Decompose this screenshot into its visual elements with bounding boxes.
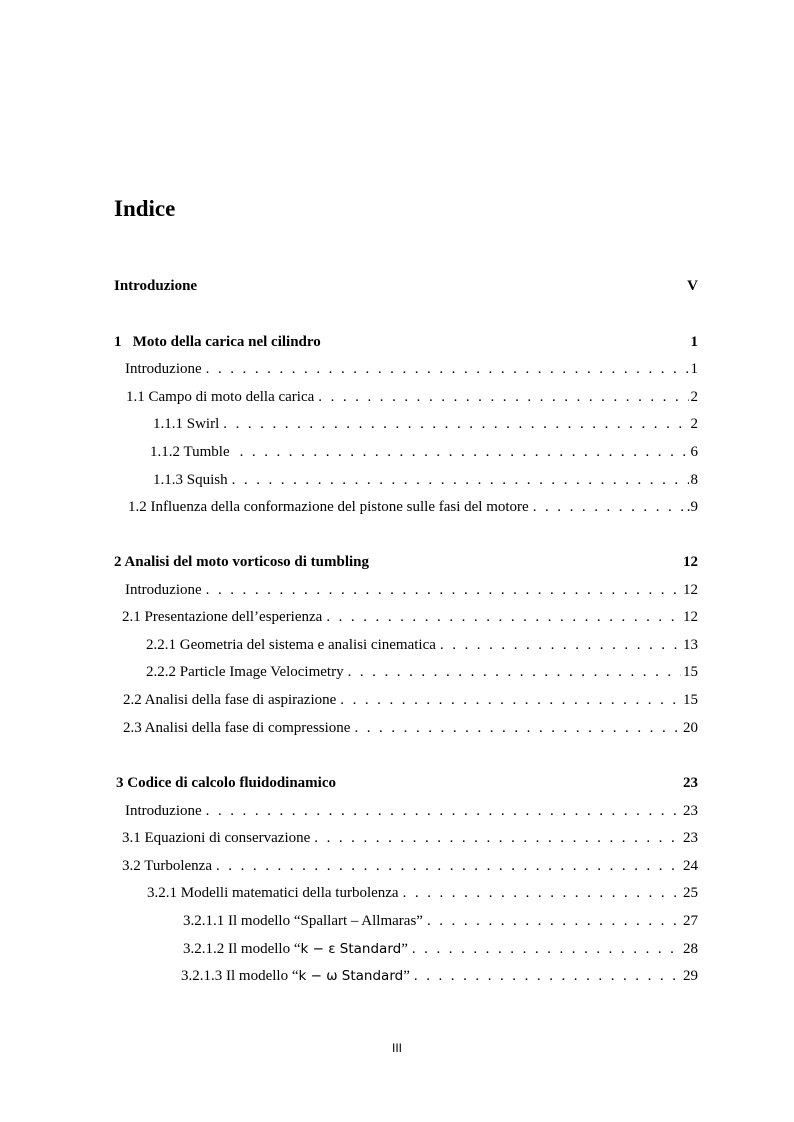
dot-leader bbox=[206, 361, 689, 378]
toc-page: 20 bbox=[683, 720, 698, 736]
toc-label: 1.2 Influenza della conformazione del pistone sulle fasi del motore bbox=[128, 499, 529, 515]
toc-label: 2.3 Analisi della fase di compressione bbox=[123, 720, 351, 736]
toc-page: 29 bbox=[683, 968, 698, 984]
toc-chapter-3[interactable] bbox=[116, 775, 698, 795]
toc-entry[interactable] bbox=[126, 389, 698, 409]
toc-page: 12 bbox=[683, 609, 698, 625]
toc-page: 15 bbox=[683, 692, 698, 708]
toc-label: 3.1 Equazioni di conservazione bbox=[122, 830, 311, 846]
dot-leader bbox=[206, 582, 681, 599]
toc-page: 13 bbox=[683, 637, 698, 653]
dot-leader bbox=[216, 858, 681, 875]
dot-leader bbox=[240, 444, 689, 461]
toc-entry[interactable] bbox=[122, 858, 698, 878]
toc-label: 2.2.2 Particle Image Velocimetry bbox=[146, 664, 344, 680]
dot-leader bbox=[314, 830, 681, 847]
toc-label-suffix: ” bbox=[401, 941, 408, 957]
toc-page: 24 bbox=[683, 858, 698, 874]
toc-page: 28 bbox=[683, 941, 698, 957]
toc-label-formula: k − ω Standard bbox=[298, 968, 404, 984]
toc-entry[interactable] bbox=[122, 609, 698, 629]
dot-leader bbox=[427, 913, 681, 930]
toc-chapter-2[interactable] bbox=[114, 554, 698, 574]
dot-leader bbox=[232, 472, 689, 489]
dot-leader bbox=[354, 720, 681, 737]
toc-page: 1 bbox=[690, 361, 698, 377]
toc-label: 3 Codice di calcolo fluidodinamico bbox=[116, 775, 337, 791]
toc-entry[interactable] bbox=[146, 664, 698, 684]
toc-label: 3.2.1 Modelli matematici della turbolenza bbox=[147, 885, 399, 901]
toc-label-formula: k − ε Standard bbox=[300, 941, 402, 957]
toc-entry[interactable] bbox=[125, 582, 698, 602]
toc-page: 6 bbox=[690, 444, 698, 460]
dot-leader bbox=[348, 664, 681, 681]
toc-label-suffix: ” bbox=[403, 968, 410, 984]
dot-leader bbox=[318, 389, 688, 406]
toc-page: 27 bbox=[683, 913, 698, 929]
toc-label: Introduzione bbox=[114, 278, 198, 294]
toc-page: 25 bbox=[683, 885, 698, 901]
toc-label: 2.1 Presentazione dell’esperienza bbox=[122, 609, 323, 625]
toc-label-prefix: 3.2.1.3 Il modello “ bbox=[181, 968, 299, 984]
dot-leader bbox=[340, 692, 681, 709]
toc-entry[interactable] bbox=[183, 913, 698, 933]
toc-page: 12 bbox=[683, 554, 698, 570]
dot-leader bbox=[326, 609, 681, 626]
toc-label: Introduzione bbox=[125, 582, 202, 598]
toc-label: 1.1 Campo di moto della carica bbox=[126, 389, 315, 405]
toc-label: 1.1.2 Tumble bbox=[150, 444, 230, 460]
dot-leader bbox=[412, 941, 681, 958]
dot-leader bbox=[440, 637, 681, 654]
page-number: III bbox=[391, 1041, 402, 1055]
toc-label: Introduzione bbox=[125, 803, 202, 819]
toc-label: 2 Analisi del moto vorticoso di tumbling bbox=[114, 554, 370, 570]
toc-page: 8 bbox=[690, 472, 698, 488]
toc-entry[interactable] bbox=[125, 361, 698, 381]
toc-label-prefix: 3.2.1.2 Il modello “ bbox=[183, 941, 301, 957]
toc-page: 23 bbox=[683, 830, 698, 846]
toc-entry[interactable] bbox=[128, 499, 698, 519]
toc-entry[interactable] bbox=[147, 885, 698, 905]
toc-chapter-introduzione[interactable] bbox=[114, 278, 698, 298]
toc-page: .9 bbox=[686, 499, 698, 515]
toc-page: 2 bbox=[690, 389, 698, 405]
toc-chapter-1[interactable] bbox=[114, 334, 698, 354]
toc-page: 23 bbox=[683, 775, 698, 791]
dot-leader bbox=[206, 803, 681, 820]
toc-label: 2.2.1 Geometria del sistema e analisi cinematica bbox=[146, 637, 436, 653]
toc-label: Introduzione bbox=[125, 361, 202, 377]
toc-label bbox=[181, 968, 410, 985]
toc-label: 3.2.1.1 Il modello “Spallart – Allmaras” bbox=[183, 913, 423, 929]
toc-page: 15 bbox=[683, 664, 698, 680]
toc-entry[interactable] bbox=[183, 941, 698, 961]
toc-label: 3.2 Turbolenza bbox=[122, 858, 212, 874]
toc-entry[interactable] bbox=[123, 692, 698, 712]
toc-page: 23 bbox=[683, 803, 698, 819]
toc-entry[interactable] bbox=[122, 830, 698, 850]
toc-label bbox=[183, 941, 408, 958]
toc-page: 12 bbox=[683, 582, 698, 598]
dot-leader bbox=[414, 968, 681, 985]
toc-entry[interactable] bbox=[153, 416, 698, 436]
toc-label: 1.1.1 Swirl bbox=[153, 416, 220, 432]
page-title: Indice bbox=[114, 196, 176, 221]
toc-label: 1.1.3 Squish bbox=[153, 472, 228, 488]
toc-page: 2 bbox=[690, 416, 698, 432]
toc-label: 1 Moto della carica nel cilindro bbox=[114, 334, 321, 350]
dot-leader bbox=[403, 885, 681, 902]
toc-page: 1 bbox=[690, 334, 698, 350]
dot-leader bbox=[223, 416, 688, 433]
toc-entry[interactable] bbox=[181, 968, 698, 988]
toc-entry[interactable] bbox=[125, 803, 698, 823]
dot-leader bbox=[533, 499, 685, 516]
toc-entry[interactable] bbox=[123, 720, 698, 740]
toc-entry[interactable] bbox=[150, 444, 698, 464]
toc-entry[interactable] bbox=[153, 472, 698, 492]
toc-label: 2.2 Analisi della fase di aspirazione bbox=[123, 692, 337, 708]
toc-entry[interactable] bbox=[146, 637, 698, 657]
toc-page: V bbox=[687, 278, 698, 294]
